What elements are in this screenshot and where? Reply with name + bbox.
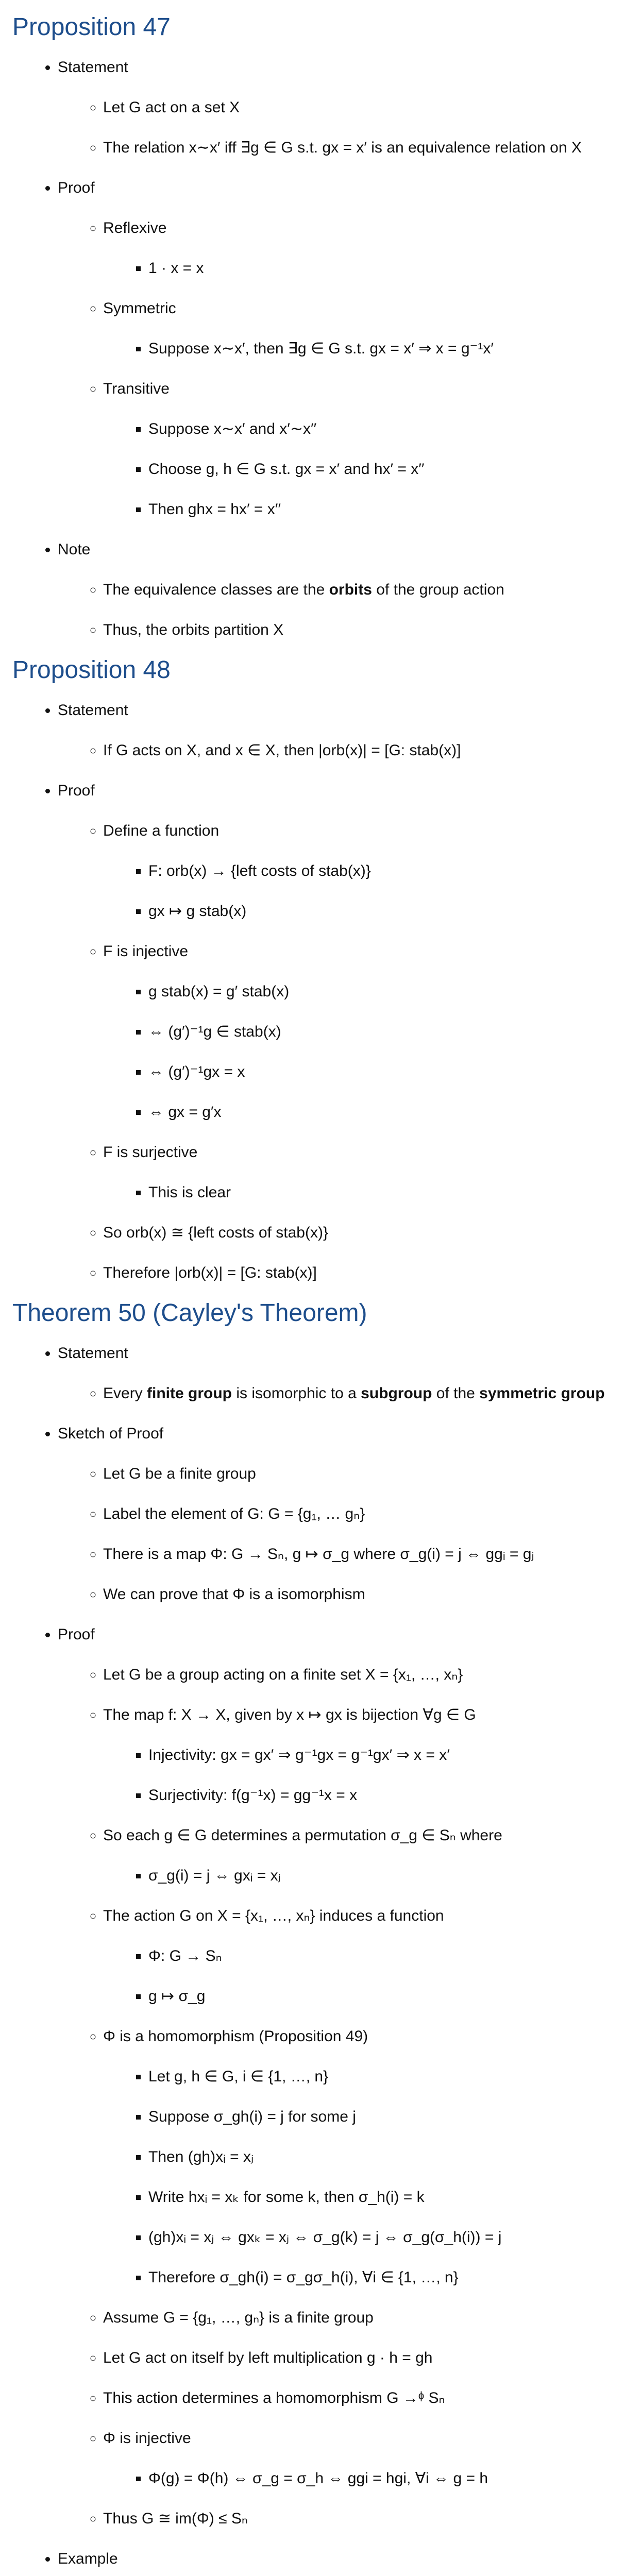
list-item-write-hx-x-for-some-k-then-h-i-k bbox=[148, 2177, 629, 2217]
list-item-let-g-be-a-group-acting-on-a-finite-set- bbox=[103, 1655, 629, 1695]
list-item-g-i-j-gx-x bbox=[148, 1856, 629, 1896]
list-item-g-s bbox=[148, 1936, 629, 1976]
item-text: Injectivity: gx = gx′ ⇒ g⁻¹gx = g⁻¹gx′ ⇒ x = x′ bbox=[148, 1747, 450, 1764]
list-item-let-g-act-on-itself-by-left-multiplicati bbox=[103, 2338, 629, 2378]
bullet-list-level-1 bbox=[12, 47, 629, 650]
item-text: Reflexive bbox=[103, 219, 167, 236]
list-item-is-a-homomorphism-proposition-49 bbox=[103, 2016, 629, 2298]
item-text: Every bbox=[103, 1385, 147, 1402]
item-text: The action G on X = {x₁, …, xₙ} induces a function bbox=[103, 1907, 444, 1924]
item-text: There is a map Φ: G → Sₙ, g ↦ σ_g where σ_g(i) = j ⇔ ggᵢ = gⱼ bbox=[103, 1546, 534, 1563]
item-text: Φ: G → Sₙ bbox=[148, 1947, 222, 1964]
bold-term: symmetric group bbox=[479, 1385, 605, 1402]
item-text: ⇔ (g′)⁻¹gx = x bbox=[148, 1063, 245, 1080]
list-item-f-is-surjective bbox=[103, 1132, 629, 1213]
list-item-g-g-stab-x bbox=[148, 1012, 629, 1052]
list-item-statement bbox=[58, 690, 629, 771]
item-text: Transitive bbox=[103, 380, 170, 397]
list-item-reflexive bbox=[103, 208, 629, 289]
section-heading-proposition-48: Proposition 48 bbox=[12, 656, 171, 684]
list-item-every bbox=[103, 1374, 629, 1414]
item-text: Let G be a group acting on a finite set X = {x₁, …, xₙ} bbox=[103, 1666, 463, 1683]
list-item-thus-the-orbits-partition-x bbox=[103, 610, 629, 650]
list-item-then-gh-x-x bbox=[148, 2137, 629, 2177]
list-item-choose-g-h-g-s-t-gx-x-and-hx-x bbox=[148, 449, 629, 489]
bold-term: finite group bbox=[147, 1385, 232, 1402]
bullet-list-level-2 bbox=[58, 88, 629, 168]
section-heading-proposition-47: Proposition 47 bbox=[12, 13, 171, 41]
list-item-therefore-gh-i-g-h-i-i-1-n bbox=[148, 2258, 629, 2298]
item-text: g ↦ σ_g bbox=[148, 1988, 206, 2005]
item-text: Proof bbox=[58, 1626, 95, 1643]
list-item-proof bbox=[58, 771, 629, 1293]
item-text: We can prove that Φ is a isomorphism bbox=[103, 1586, 365, 1603]
item-text: ⇔ (g′)⁻¹g ∈ stab(x) bbox=[148, 1023, 281, 1040]
bullet-list-level-1 bbox=[12, 690, 629, 1293]
item-text: ⇔ gx = g′x bbox=[148, 1104, 222, 1121]
list-item-let-g-h-g-i-1-n bbox=[148, 2057, 629, 2097]
list-item-define-a-function bbox=[103, 811, 629, 931]
bullet-list-level-2 bbox=[58, 1454, 629, 1615]
list-item-if-g-acts-on-x-and-x-x-then-orb-x-g-stab bbox=[103, 731, 629, 771]
bullet-list-level-2 bbox=[58, 570, 629, 650]
list-item-the-relation-x-x-iff-g-g-s-t-gx-x-is-an- bbox=[103, 128, 629, 168]
list-item-1-x-x bbox=[148, 248, 629, 289]
bullet-list-level-1 bbox=[12, 1333, 629, 2576]
item-text: Symmetric bbox=[103, 300, 176, 317]
list-item-g-g bbox=[148, 1976, 629, 2016]
item-text: Thus G ≅ im(Φ) ≤ Sₙ bbox=[103, 2510, 248, 2527]
bullet-list-level-3 bbox=[103, 972, 629, 1132]
item-text: Surjectivity: f(g⁻¹x) = gg⁻¹x = x bbox=[148, 1787, 358, 1804]
list-item-let-g-be-a-finite-group bbox=[103, 1454, 629, 1494]
list-item-the-equivalence-classes-are-the bbox=[103, 570, 629, 610]
item-text: of the bbox=[432, 1385, 480, 1402]
section-heading-theorem-50-cayley-s-theorem: Theorem 50 (Cayley's Theorem) bbox=[12, 1299, 367, 1327]
list-item-statement bbox=[58, 1333, 629, 1414]
item-text: If G acts on X, and x ∈ X, then |orb(x)| = [G: stab(x)] bbox=[103, 742, 461, 759]
list-item-the-action-g-on-x-x-x-induces-a-function bbox=[103, 1896, 629, 2016]
item-text: So orb(x) ≅ {left costs of stab(x)} bbox=[103, 1224, 328, 1241]
list-item-f-is-injective bbox=[103, 931, 629, 1132]
item-text: Define a function bbox=[103, 822, 220, 839]
item-text: of the group action bbox=[372, 581, 504, 598]
list-item-assume-g-g-g-is-a-finite-group bbox=[103, 2298, 629, 2338]
item-text: Statement bbox=[58, 702, 128, 719]
list-item-there-is-a-map-g-s-g-g-where-g-i-j-gg-g bbox=[103, 1534, 629, 1574]
list-item-is-injective bbox=[103, 2418, 629, 2499]
list-item-symmetric bbox=[103, 289, 629, 369]
item-text: Φ(g) = Φ(h) ⇔ σ_g = σ_h ⇔ ggi = hgi, ∀i ⇔ g = h bbox=[148, 2470, 488, 2487]
item-text: Φ is injective bbox=[103, 2430, 191, 2447]
bullet-list-level-3 bbox=[103, 2057, 629, 2298]
item-text: The equivalence classes are the bbox=[103, 581, 329, 598]
item-text: Choose g, h ∈ G s.t. gx = x′ and hx′ = x′′ bbox=[148, 461, 425, 478]
list-item-gx-g-stab-x bbox=[148, 891, 629, 931]
item-text: Suppose x∼x′, then ∃g ∈ G s.t. gx = x′ ⇒ x = g⁻¹x′ bbox=[148, 340, 494, 357]
bullet-list-level-2 bbox=[58, 731, 629, 771]
list-item-label-the-element-of-g-g-g-g bbox=[103, 1494, 629, 1534]
list-item-f-orb-x-left-costs-of-stab-x bbox=[148, 851, 629, 891]
item-text: This is clear bbox=[148, 1184, 231, 1201]
list-item-let-g-act-on-a-set-x bbox=[103, 88, 629, 128]
list-item-suppose-gh-i-j-for-some-j bbox=[148, 2097, 629, 2137]
list-item-this-is-clear bbox=[148, 1173, 629, 1213]
list-item-statement bbox=[58, 47, 629, 168]
bullet-list-level-3 bbox=[103, 1936, 629, 2016]
bold-term: subgroup bbox=[361, 1385, 432, 1402]
item-text: The map f: X → X, given by x ↦ gx is bijection ∀g ∈ G bbox=[103, 1706, 476, 1723]
list-item-surjectivity-f-g-x-gg-x-x bbox=[148, 1775, 629, 1816]
bullet-list-level-2 bbox=[58, 208, 629, 530]
list-item-this-action-determines-a-homomorphism-g- bbox=[103, 2378, 629, 2418]
item-text: is isomorphic to a bbox=[232, 1385, 361, 1402]
item-text: Write hxᵢ = xₖ for some k, then σ_h(i) = k bbox=[148, 2189, 425, 2206]
item-text: So each g ∈ G determines a permutation σ_g ∈ Sₙ where bbox=[103, 1827, 502, 1844]
item-text: F is injective bbox=[103, 943, 189, 960]
item-text: This action determines a homomorphism G →ᶲ Sₙ bbox=[103, 2389, 445, 2406]
item-text: Thus, the orbits partition X bbox=[103, 621, 284, 638]
item-text: The relation x∼x′ iff ∃g ∈ G s.t. gx = x′ is an equivalence relation on X bbox=[103, 139, 582, 156]
item-text: σ_g(i) = j ⇔ gxᵢ = xⱼ bbox=[148, 1867, 281, 1884]
item-text: gx ↦ g stab(x) bbox=[148, 903, 247, 920]
item-text: Let G be a finite group bbox=[103, 1465, 256, 1482]
item-text: Φ is a homomorphism (Proposition 49) bbox=[103, 2028, 368, 2045]
list-item-proof bbox=[58, 1615, 629, 2539]
item-text: Let G act on itself by left multiplication g · h = gh bbox=[103, 2349, 433, 2366]
bullet-list-level-3 bbox=[103, 409, 629, 530]
list-item-gx-g-x bbox=[148, 1092, 629, 1132]
list-item-the-map-f-x-x-given-by-x-gx-is-bijection bbox=[103, 1695, 629, 1816]
item-text: Example bbox=[58, 2550, 118, 2567]
list-item-g-h-g-h-ggi-hgi-i-g-h bbox=[148, 2459, 629, 2499]
bullet-list-level-3 bbox=[103, 2459, 629, 2499]
bullet-list-level-2 bbox=[58, 1374, 629, 1414]
item-text: F is surjective bbox=[103, 1144, 198, 1161]
list-item-injectivity-gx-gx-g-gx-g-gx-x-x bbox=[148, 1735, 629, 1775]
list-item-example bbox=[58, 2539, 629, 2576]
bullet-list-level-3 bbox=[103, 248, 629, 289]
list-item-proof bbox=[58, 168, 629, 530]
list-item-so-orb-x-left-costs-of-stab-x bbox=[103, 1213, 629, 1253]
item-text: Let G act on a set X bbox=[103, 99, 240, 116]
item-text: Then ghx = hx′ = x′′ bbox=[148, 501, 281, 518]
bullet-list-level-3 bbox=[103, 1173, 629, 1213]
item-text: Suppose σ_gh(i) = j for some j bbox=[148, 2108, 356, 2125]
list-item-g-stab-x-g-stab-x bbox=[148, 972, 629, 1012]
item-text: Statement bbox=[58, 59, 128, 76]
bullet-list-level-2 bbox=[58, 811, 629, 1293]
item-text: Therefore σ_gh(i) = σ_gσ_h(i), ∀i ∈ {1, …, n} bbox=[148, 2269, 459, 2286]
bold-term: orbits bbox=[329, 581, 372, 598]
list-item-then-ghx-hx-x bbox=[148, 489, 629, 530]
item-text: Proof bbox=[58, 782, 95, 799]
item-text: Proof bbox=[58, 179, 95, 196]
item-text: Statement bbox=[58, 1345, 128, 1362]
list-item-sketch-of-proof bbox=[58, 1414, 629, 1615]
list-item-therefore-orb-x-g-stab-x bbox=[103, 1253, 629, 1293]
bullet-list-level-2 bbox=[58, 1655, 629, 2539]
list-item-gh-x-x-gx-x-g-k-j-g-h-i-j bbox=[148, 2217, 629, 2258]
bullet-list-level-3 bbox=[103, 1735, 629, 1816]
item-text: Sketch of Proof bbox=[58, 1425, 164, 1442]
item-text: g stab(x) = g′ stab(x) bbox=[148, 983, 290, 1000]
item-text: 1 · x = x bbox=[148, 260, 204, 277]
item-text: (gh)xᵢ = xⱼ ⇔ gxₖ = xⱼ ⇔ σ_g(k) = j ⇔ σ_g(σ_h(i)) = j bbox=[148, 2229, 502, 2246]
item-text: Label the element of G: G = {g₁, … gₙ} bbox=[103, 1505, 365, 1522]
item-text: Suppose x∼x′ and x′∼x′′ bbox=[148, 420, 317, 437]
item-text: Let g, h ∈ G, i ∈ {1, …, n} bbox=[148, 2068, 329, 2085]
item-text: F: orb(x) → {left costs of stab(x)} bbox=[148, 862, 371, 879]
item-text: Then (gh)xᵢ = xⱼ bbox=[148, 2148, 254, 2165]
bullet-list-level-3 bbox=[103, 851, 629, 931]
list-item-suppose-x-x-then-g-g-s-t-gx-x-x-g-x bbox=[148, 329, 629, 369]
item-text: Note bbox=[58, 541, 91, 558]
list-item-we-can-prove-that-is-a-isomorphism bbox=[103, 1574, 629, 1615]
bullet-list-level-3 bbox=[103, 1856, 629, 1896]
item-text: Assume G = {g₁, …, gₙ} is a finite group bbox=[103, 2309, 374, 2326]
item-text: Therefore |orb(x)| = [G: stab(x)] bbox=[103, 1264, 317, 1281]
list-item-note bbox=[58, 530, 629, 650]
bullet-list-level-3 bbox=[103, 329, 629, 369]
list-item-thus-g-im-s bbox=[103, 2499, 629, 2539]
list-item-suppose-x-x-and-x-x bbox=[148, 409, 629, 449]
list-item-so-each-g-g-determines-a-permutation-g-s bbox=[103, 1816, 629, 1896]
list-item-transitive bbox=[103, 369, 629, 530]
list-item-g-gx-x bbox=[148, 1052, 629, 1092]
